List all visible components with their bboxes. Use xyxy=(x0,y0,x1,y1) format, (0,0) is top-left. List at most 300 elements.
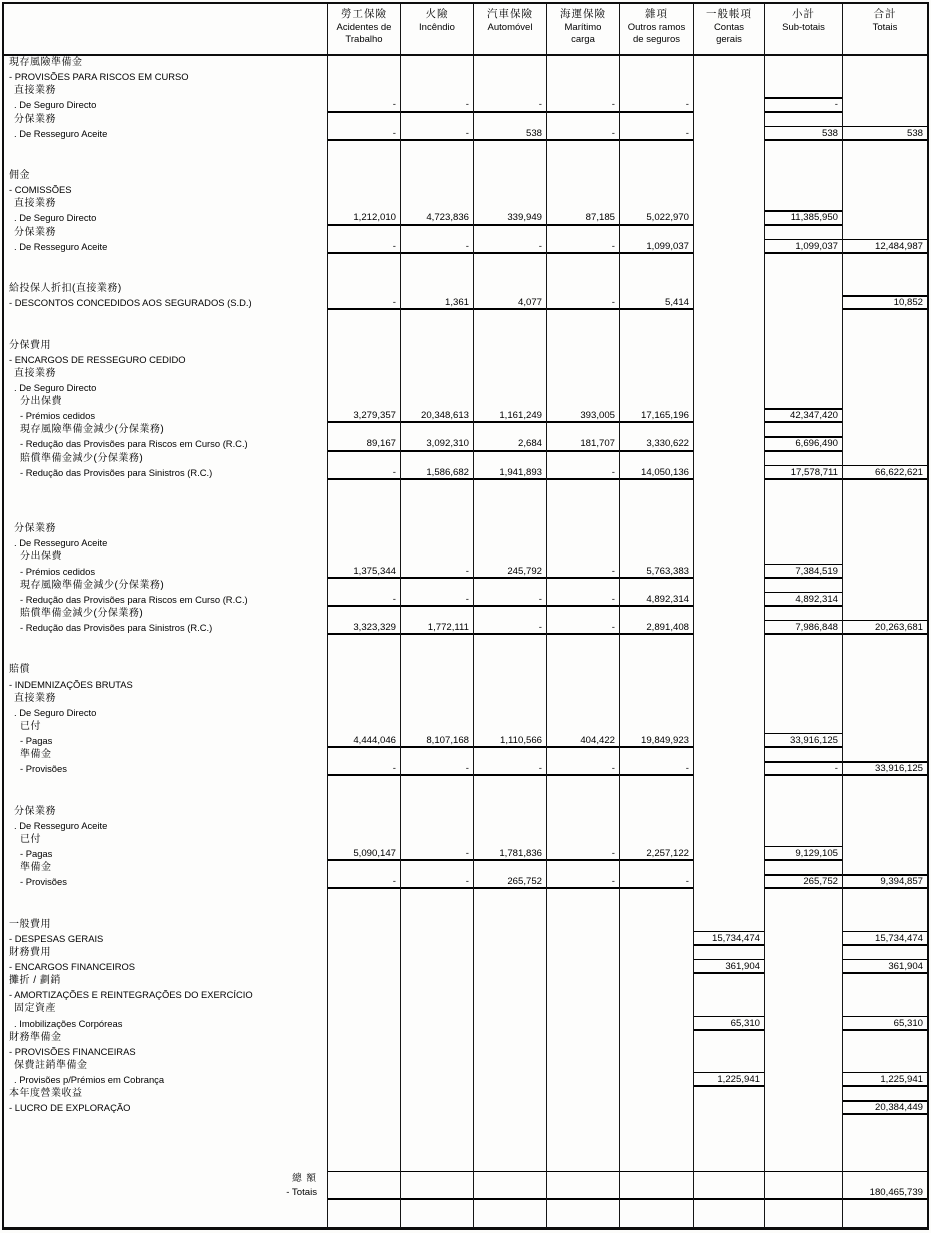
value-cell xyxy=(327,988,400,1002)
value-cell xyxy=(764,932,842,946)
row-label: 分保業務 xyxy=(14,523,56,535)
value-cell xyxy=(693,762,764,776)
row-label xyxy=(4,324,327,338)
value-cell xyxy=(842,706,927,720)
value-cell xyxy=(619,706,693,720)
row-label xyxy=(4,141,327,155)
value-cell xyxy=(473,452,546,466)
value-cell xyxy=(327,324,400,338)
value-cell xyxy=(619,141,693,155)
value-cell: 2,891,408 xyxy=(619,621,693,635)
value-cell xyxy=(693,296,764,310)
value-cell xyxy=(619,254,693,268)
value-cell: 538 xyxy=(473,127,546,141)
value-cell: 2,257,122 xyxy=(619,847,693,861)
value-cell xyxy=(842,1130,927,1144)
row-label: - COMISSÕES xyxy=(9,184,72,196)
value-cell xyxy=(473,1045,546,1059)
value-cell xyxy=(693,1214,764,1228)
value-cell xyxy=(764,805,842,819)
value-cell xyxy=(546,1172,619,1186)
value-cell xyxy=(764,310,842,324)
value-cell xyxy=(400,1059,473,1073)
value-cell xyxy=(327,833,400,847)
value-cell: 1,099,037 xyxy=(764,240,842,254)
table-row xyxy=(4,1200,927,1214)
value-cell xyxy=(764,904,842,918)
value-cell: 1,586,682 xyxy=(400,466,473,480)
value-cell: 3,330,622 xyxy=(619,437,693,451)
value-cell xyxy=(327,155,400,169)
table-row xyxy=(4,141,927,155)
table-row xyxy=(4,480,927,494)
value-cell xyxy=(400,522,473,536)
value-cell: 339,949 xyxy=(473,211,546,225)
table-row xyxy=(4,649,927,663)
value-cell xyxy=(400,494,473,508)
value-cell: 265,752 xyxy=(473,875,546,889)
value-cell xyxy=(842,324,927,338)
value-cell xyxy=(619,183,693,197)
value-cell xyxy=(473,56,546,70)
value-cell xyxy=(764,522,842,536)
row-label-header xyxy=(4,4,327,54)
value-cell xyxy=(400,367,473,381)
value-cell xyxy=(400,833,473,847)
value-cell xyxy=(400,1087,473,1101)
value-cell xyxy=(842,211,927,225)
value-cell: 2,684 xyxy=(473,437,546,451)
row-label: - Pagas xyxy=(20,735,53,746)
value-cell xyxy=(619,1186,693,1200)
value-cell: 20,384,449 xyxy=(842,1101,927,1115)
value-cell xyxy=(327,1158,400,1172)
row-label: 一般費用 xyxy=(9,918,51,930)
value-cell: - xyxy=(327,98,400,112)
value-cell xyxy=(619,1115,693,1129)
value-cell: - xyxy=(546,593,619,607)
value-cell xyxy=(693,974,764,988)
column-header: 海運保險 Marítimo carga xyxy=(546,4,619,54)
value-cell xyxy=(327,452,400,466)
value-cell xyxy=(693,155,764,169)
value-cell xyxy=(619,423,693,437)
value-cell: 5,763,383 xyxy=(619,565,693,579)
value-cell: 7,986,848 xyxy=(764,621,842,635)
value-cell: 12,484,987 xyxy=(842,240,927,254)
value-cell xyxy=(327,522,400,536)
value-cell xyxy=(764,550,842,564)
value-cell xyxy=(546,1130,619,1144)
value-cell xyxy=(842,593,927,607)
value-cell xyxy=(327,1045,400,1059)
value-cell xyxy=(619,310,693,324)
value-cell xyxy=(842,282,927,296)
value-cell xyxy=(693,776,764,790)
value-cell xyxy=(400,423,473,437)
value-cell xyxy=(327,1002,400,1016)
value-cell xyxy=(842,367,927,381)
value-cell xyxy=(546,918,619,932)
value-cell: 14,050,136 xyxy=(619,466,693,480)
value-cell xyxy=(842,1158,927,1172)
value-cell xyxy=(327,663,400,677)
value-cell xyxy=(546,1186,619,1200)
value-cell xyxy=(619,155,693,169)
value-cell xyxy=(764,1017,842,1031)
value-cell xyxy=(327,310,400,324)
value-cell xyxy=(619,1073,693,1087)
value-cell xyxy=(764,833,842,847)
value-cell xyxy=(693,1186,764,1200)
value-cell: 1,941,893 xyxy=(473,466,546,480)
value-cell xyxy=(764,324,842,338)
table-row xyxy=(4,988,927,1002)
value-cell xyxy=(842,833,927,847)
value-cell xyxy=(764,579,842,593)
value-cell xyxy=(473,155,546,169)
value-cell xyxy=(842,70,927,84)
value-cell xyxy=(619,84,693,98)
value-cell: 11,385,950 xyxy=(764,211,842,225)
value-cell xyxy=(619,169,693,183)
value-cell xyxy=(619,522,693,536)
value-cell xyxy=(842,84,927,98)
value-cell xyxy=(619,113,693,127)
value-cell: 1,361 xyxy=(400,296,473,310)
table-row xyxy=(4,84,927,98)
value-cell xyxy=(619,1031,693,1045)
value-cell xyxy=(619,508,693,522)
row-label: 準備金 xyxy=(20,749,52,761)
value-cell xyxy=(764,706,842,720)
table-row xyxy=(4,56,927,70)
table-row xyxy=(4,381,927,395)
value-cell xyxy=(764,1073,842,1087)
value-cell xyxy=(546,310,619,324)
value-cell: 1,781,836 xyxy=(473,847,546,861)
value-cell xyxy=(693,56,764,70)
table-row xyxy=(4,211,927,225)
value-cell xyxy=(764,113,842,127)
value-cell xyxy=(473,1186,546,1200)
row-label: - Provisões xyxy=(20,876,67,888)
value-cell xyxy=(842,254,927,268)
table-row xyxy=(4,889,927,903)
row-label xyxy=(4,508,327,522)
value-cell: - xyxy=(400,240,473,254)
value-cell xyxy=(327,1200,400,1214)
value-cell xyxy=(400,776,473,790)
value-cell: 265,752 xyxy=(764,875,842,889)
value-cell xyxy=(546,508,619,522)
value-cell xyxy=(400,141,473,155)
value-cell xyxy=(400,663,473,677)
value-cell xyxy=(842,904,927,918)
value-cell: 4,723,836 xyxy=(400,211,473,225)
value-cell xyxy=(619,1002,693,1016)
value-cell xyxy=(693,904,764,918)
row-label xyxy=(4,268,327,282)
value-cell xyxy=(400,56,473,70)
value-cell xyxy=(764,1101,842,1115)
value-cell xyxy=(842,155,927,169)
value-cell xyxy=(693,508,764,522)
value-cell xyxy=(619,324,693,338)
value-cell xyxy=(546,805,619,819)
value-cell xyxy=(764,226,842,240)
value-cell xyxy=(693,522,764,536)
value-cell xyxy=(764,1186,842,1200)
value-cell xyxy=(546,1144,619,1158)
value-cell xyxy=(400,550,473,564)
value-cell xyxy=(693,819,764,833)
table-body xyxy=(4,56,927,1228)
row-label: . De Resseguro Aceite xyxy=(14,240,108,252)
value-cell xyxy=(473,579,546,593)
row-label xyxy=(4,1214,327,1228)
value-cell xyxy=(473,550,546,564)
row-label xyxy=(4,1200,327,1214)
value-cell xyxy=(327,1017,400,1031)
value-cell xyxy=(400,1144,473,1158)
value-cell xyxy=(842,748,927,762)
row-label xyxy=(4,889,327,903)
row-label: 賠償準備金減少(分保業務) xyxy=(20,452,144,464)
value-cell xyxy=(693,367,764,381)
table-row xyxy=(4,579,927,593)
value-cell xyxy=(693,889,764,903)
value-cell xyxy=(546,833,619,847)
row-label: 佣金 xyxy=(9,170,30,181)
value-cell: 5,090,147 xyxy=(327,847,400,861)
row-label: 總 額 xyxy=(292,1172,317,1184)
row-label xyxy=(4,776,327,790)
value-cell xyxy=(693,480,764,494)
value-cell xyxy=(327,1031,400,1045)
row-label: - LUCRO DE EXPLORAÇÃO xyxy=(9,1102,131,1114)
value-cell xyxy=(400,904,473,918)
value-cell xyxy=(473,1017,546,1031)
value-cell xyxy=(327,1115,400,1129)
value-cell xyxy=(546,1214,619,1228)
value-cell xyxy=(473,932,546,946)
value-cell xyxy=(400,169,473,183)
value-cell xyxy=(473,1172,546,1186)
value-cell xyxy=(693,339,764,353)
value-cell xyxy=(473,183,546,197)
value-cell xyxy=(842,649,927,663)
table-row xyxy=(4,522,927,536)
value-cell xyxy=(764,1144,842,1158)
value-cell xyxy=(619,988,693,1002)
value-cell xyxy=(546,367,619,381)
value-cell xyxy=(400,1073,473,1087)
value-cell: - xyxy=(400,847,473,861)
value-cell xyxy=(842,663,927,677)
value-cell xyxy=(764,395,842,409)
value-cell xyxy=(693,875,764,889)
value-cell xyxy=(764,353,842,367)
value-cell xyxy=(546,692,619,706)
value-cell xyxy=(693,310,764,324)
value-cell xyxy=(764,748,842,762)
table-row xyxy=(4,762,927,776)
value-cell xyxy=(473,395,546,409)
value-cell xyxy=(473,988,546,1002)
table-row xyxy=(4,706,927,720)
row-label: 直接業務 xyxy=(14,692,56,704)
value-cell: 393,005 xyxy=(546,409,619,423)
value-cell xyxy=(327,339,400,353)
value-cell xyxy=(619,1144,693,1158)
value-cell xyxy=(400,649,473,663)
value-cell xyxy=(764,1045,842,1059)
value-cell xyxy=(619,1087,693,1101)
value-cell: 181,707 xyxy=(546,437,619,451)
value-cell xyxy=(327,805,400,819)
value-cell xyxy=(400,678,473,692)
value-cell xyxy=(400,395,473,409)
value-cell xyxy=(400,1031,473,1045)
value-cell xyxy=(764,155,842,169)
value-cell xyxy=(400,607,473,621)
table-row xyxy=(4,663,927,677)
value-cell xyxy=(842,819,927,833)
table-row xyxy=(4,1186,927,1200)
value-cell xyxy=(400,635,473,649)
value-cell xyxy=(473,1073,546,1087)
row-label: . De Seguro Directo xyxy=(14,212,97,224)
value-cell xyxy=(842,353,927,367)
value-cell xyxy=(693,621,764,635)
value-cell xyxy=(842,565,927,579)
value-cell: 180,465,739 xyxy=(842,1186,927,1200)
value-cell: - xyxy=(546,466,619,480)
row-label xyxy=(4,1144,327,1158)
value-cell xyxy=(693,141,764,155)
value-cell xyxy=(546,197,619,211)
row-label: - Totais xyxy=(286,1187,317,1198)
value-cell xyxy=(693,1200,764,1214)
value-cell: 20,263,681 xyxy=(842,621,927,635)
value-cell: - xyxy=(327,127,400,141)
value-cell xyxy=(764,84,842,98)
value-cell xyxy=(473,522,546,536)
value-cell xyxy=(619,678,693,692)
value-cell xyxy=(693,1059,764,1073)
value-cell xyxy=(693,1115,764,1129)
value-cell xyxy=(473,324,546,338)
value-cell xyxy=(546,649,619,663)
value-cell: 4,444,046 xyxy=(327,734,400,748)
value-cell xyxy=(619,56,693,70)
value-cell: - xyxy=(473,593,546,607)
value-cell xyxy=(473,748,546,762)
table-row xyxy=(4,1073,927,1087)
table-row xyxy=(4,240,927,254)
table-row xyxy=(4,423,927,437)
value-cell: - xyxy=(546,98,619,112)
value-cell xyxy=(546,748,619,762)
value-cell xyxy=(842,310,927,324)
value-cell: 1,099,037 xyxy=(619,240,693,254)
value-cell: - xyxy=(473,240,546,254)
value-cell xyxy=(473,1214,546,1228)
table-row xyxy=(4,310,927,324)
value-cell: 1,212,010 xyxy=(327,211,400,225)
value-cell xyxy=(327,932,400,946)
value-cell xyxy=(842,974,927,988)
row-label xyxy=(4,791,327,805)
value-cell xyxy=(764,918,842,932)
table-row xyxy=(4,833,927,847)
value-cell xyxy=(546,791,619,805)
value-cell xyxy=(842,452,927,466)
value-cell xyxy=(764,70,842,84)
value-cell xyxy=(842,268,927,282)
value-cell xyxy=(327,819,400,833)
table-row xyxy=(4,960,927,974)
value-cell: - xyxy=(400,565,473,579)
value-cell: - xyxy=(764,98,842,112)
table-row xyxy=(4,1144,927,1158)
table-row xyxy=(4,1031,927,1045)
value-cell xyxy=(327,692,400,706)
value-cell xyxy=(400,805,473,819)
table-row xyxy=(4,607,927,621)
value-cell: 1,225,941 xyxy=(842,1073,927,1087)
table-row xyxy=(4,550,927,564)
value-cell xyxy=(327,918,400,932)
value-cell xyxy=(693,197,764,211)
row-label xyxy=(4,904,327,918)
value-cell: 20,348,613 xyxy=(400,409,473,423)
value-cell xyxy=(693,84,764,98)
value-cell xyxy=(842,56,927,70)
value-cell xyxy=(473,1115,546,1129)
table-row xyxy=(4,324,927,338)
table-row xyxy=(4,452,927,466)
value-cell xyxy=(473,889,546,903)
value-cell xyxy=(473,353,546,367)
value-cell: 4,892,314 xyxy=(619,593,693,607)
value-cell xyxy=(473,381,546,395)
value-cell xyxy=(546,960,619,974)
table-row xyxy=(4,155,927,169)
value-cell xyxy=(693,127,764,141)
value-cell xyxy=(842,98,927,112)
value-cell xyxy=(693,579,764,593)
operating-account-table xyxy=(2,2,929,1230)
value-cell: 361,904 xyxy=(842,960,927,974)
value-cell: - xyxy=(327,240,400,254)
value-cell xyxy=(327,480,400,494)
value-cell xyxy=(842,494,927,508)
column-header: 雜項 Outros ramos de seguros xyxy=(619,4,693,54)
table-row xyxy=(4,918,927,932)
column-header: 一般帳項 Contas gerais xyxy=(693,4,764,54)
value-cell xyxy=(473,861,546,875)
value-cell xyxy=(764,169,842,183)
value-cell xyxy=(842,861,927,875)
value-cell xyxy=(400,960,473,974)
value-cell xyxy=(842,776,927,790)
value-cell xyxy=(764,1031,842,1045)
value-cell xyxy=(473,833,546,847)
value-cell xyxy=(400,339,473,353)
value-cell xyxy=(400,84,473,98)
